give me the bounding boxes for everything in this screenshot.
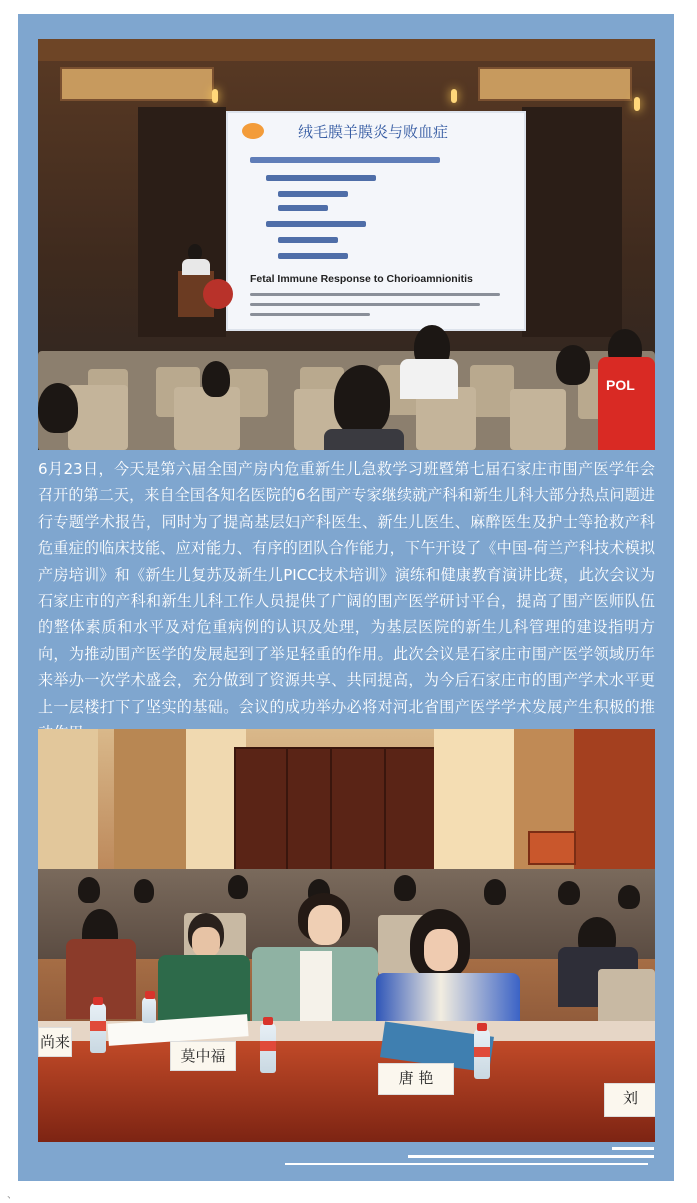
nameplate-center: 莫中福 (170, 1041, 236, 1071)
chair (470, 365, 514, 417)
speaker-shirt (182, 259, 210, 275)
striped-shirt (400, 359, 458, 399)
water-bottle (260, 1023, 276, 1073)
deco-line (612, 1147, 654, 1150)
slide-bullet (250, 157, 440, 163)
chair (174, 387, 240, 450)
audience-member (558, 881, 580, 905)
nameplate-right: 唐 艳 (378, 1063, 454, 1095)
wall-light (451, 89, 457, 103)
woman-center-face (308, 905, 342, 945)
cup (142, 997, 156, 1023)
dark-shirt (324, 429, 404, 450)
audience-member (228, 875, 248, 899)
conference-photo (38, 729, 655, 1142)
audience-member (484, 879, 506, 905)
audience-member (334, 365, 390, 435)
deco-line (408, 1155, 654, 1158)
article-text: 6月23日，今天是第六届全国产房内危重新生儿急救学习班暨第七届石家庄市围产医学年会召开的第二天，来自全国各知名医院的6名围产专家继续就产科和新生儿科大部分热点问题进行专题学术报告，同时为了提高基层妇产科医生、新生儿医生、麻醉医生及护士等抢救产科危重症的临床技能、应对能力、有序的团队合作能力，下午开设了《中国-荷兰产科技术模拟产房培训》和《新生儿复苏及新生儿PICC技术培训》演练和健康教育演讲比赛，此次会议为石家庄市的产科和新生儿科工作人员提供了广阔的围产医学研讨平台，提高了围产医师队伍的整体素质和水平及对危重病例的认识及处理，为基层医院的新生儿科管理的建设指明方向，为推动围产医学的发展起到了举足轻重的作用。此次会议是石家庄市围产医学领域历年来举办一次学术盛会，充分做到了资源共享、共同提高，为今后石家庄市的围产学术水平更上一层楼打下了坚实的基础。会议的成功举办必将对河北省围产医学学术发展产生积极的推 (38, 460, 655, 716)
flower-arrangement (203, 279, 233, 309)
woman-front-face (424, 929, 458, 971)
slide-bullet (278, 237, 338, 243)
ceiling-beam (38, 39, 655, 61)
audience-member (394, 875, 416, 901)
lecture-photo (38, 39, 655, 450)
table-front (38, 1041, 655, 1142)
red-shirt: POL (598, 357, 655, 450)
audience-member (38, 383, 78, 433)
audience-member (618, 885, 640, 909)
slide-authors (250, 293, 500, 296)
slide-bullet (278, 191, 348, 197)
presentation-slide (226, 111, 526, 331)
audience-member (78, 877, 100, 903)
stage-curtain-right (522, 107, 622, 337)
water-bottle (90, 1003, 106, 1053)
footer-mark: 、 (7, 1190, 17, 1201)
slide-bullet (278, 205, 328, 211)
slide-authors (250, 313, 370, 316)
wall-plaque (528, 831, 576, 865)
wall-light (634, 97, 640, 111)
audience-member (134, 879, 154, 903)
slide-bullet (266, 221, 366, 227)
deco-line (285, 1163, 648, 1165)
water-bottle (474, 1029, 490, 1079)
chair (510, 389, 566, 450)
slide-title: 绒毛膜羊膜炎与败血症 (298, 123, 449, 141)
ceiling-panel-left (60, 67, 214, 101)
nameplate-far-right: 刘 (604, 1083, 655, 1117)
ceiling-panel-right (478, 67, 632, 101)
woman-center-blouse (300, 951, 332, 1021)
slide-subtitle: Fetal Immune Response to Chorioamnionitis (250, 273, 473, 285)
wall-light (212, 89, 218, 103)
slide-logo-icon (242, 123, 264, 139)
woman-green-face (192, 927, 220, 957)
slide-authors (250, 303, 480, 306)
speaker (188, 244, 202, 260)
audience-member (556, 345, 590, 385)
slide-bullet (266, 175, 376, 181)
nameplate-left: 尚来 (38, 1027, 72, 1057)
slide-bullet (278, 253, 348, 259)
audience-member (202, 361, 230, 397)
